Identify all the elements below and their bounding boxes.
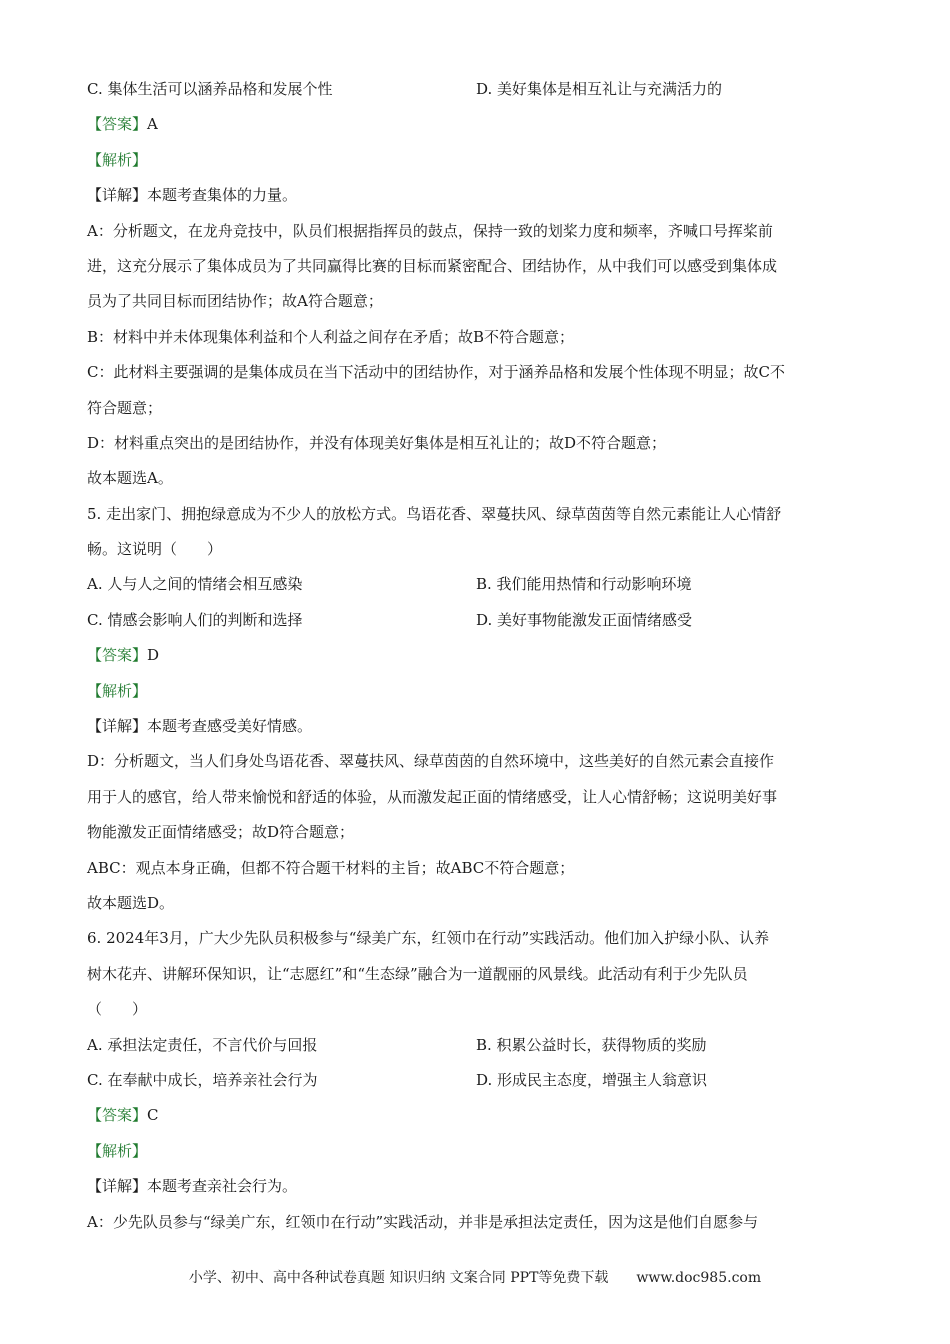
q4-expl-line: B：材料中并未体现集体利益和个人利益之间存在矛盾；故B不符合题意； xyxy=(87,327,575,346)
detail-text: 本题考查亲社会行为。 xyxy=(147,1177,298,1196)
q5-expl-line: 用于人的感官，给人带来愉悦和舒适的体验，从而激发起正面的情绪感受，让人心情舒畅；这说明美好事 xyxy=(87,787,778,806)
detail-label: 【详解】 xyxy=(87,1177,148,1196)
q5-detail xyxy=(87,709,867,744)
q4-answer xyxy=(87,107,867,142)
q6-options-cd xyxy=(87,1063,867,1098)
document-page xyxy=(87,72,867,1240)
q6-stem-line: 6. 2024年3月，广大少先队员积极参与“绿美广东，红领巾在行动”实践活动。他们加入护绿小队、认养 xyxy=(87,929,770,948)
answer-value: A xyxy=(147,115,158,134)
q6-option-a: A. 承担法定责任，不言代价与回报 xyxy=(87,1035,318,1054)
q6-detail xyxy=(87,1169,867,1204)
q4-expl-line: D：材料重点突出的是团结协作，并没有体现美好集体是相互礼让的；故D不符合题意； xyxy=(87,433,667,452)
detail-text: 本题考查感受美好情感。 xyxy=(147,717,313,736)
q6-option-c: C. 在奉献中成长，培养亲社会行为 xyxy=(87,1070,318,1089)
q5-expl-line: 故本题选D。 xyxy=(87,893,175,912)
detail-label: 【详解】 xyxy=(87,186,148,205)
q5-answer xyxy=(87,638,867,673)
footer-text: 小学、初中、高中各种试卷真题 知识归纳 文案合同 PPT等免费下载 xyxy=(188,1270,609,1286)
q4-expl-line: C：此材料主要强调的是集体成员在当下活动中的团结协作，对于涵养品格和发展个性体现不明显；故C不 xyxy=(87,363,785,382)
detail-label: 【详解】 xyxy=(87,717,148,736)
q6-expl-line: A：少先队员参与“绿美广东，红领巾在行动”实践活动，并非是承担法定责任，因为这是他们自愿参与 xyxy=(87,1212,759,1231)
detail-text: 本题考查集体的力量。 xyxy=(147,186,298,205)
q6-analysis-label: 【解析】 xyxy=(87,1141,148,1160)
q6-option-d: D. 形成民主态度，增强主人翁意识 xyxy=(476,1070,708,1089)
q5-expl-line: 物能激发正面情绪感受；故D符合题意； xyxy=(87,823,355,842)
q5-stem-line: 5. 走出家门、拥抱绿意成为不少人的放松方式。鸟语花香、翠蔓扶风、绿草茵茵等自然元素能让人心情舒 xyxy=(87,504,782,523)
q5-expl-line: D：分析题文，当人们身处鸟语花香、翠蔓扶风、绿草茵茵的自然环境中，这些美好的自然元素会直接作 xyxy=(87,752,775,771)
q5-stem-line: 畅。这说明（ ） xyxy=(87,540,223,559)
q5-option-b: B. 我们能用热情和行动影响环境 xyxy=(476,575,692,594)
q5-option-a: A. 人与人之间的情绪会相互感染 xyxy=(87,575,303,594)
q5-option-d: D. 美好事物能激发正面情绪感受 xyxy=(476,610,693,629)
q4-analysis-label: 【解析】 xyxy=(87,150,148,169)
footer-url[interactable]: www.doc985.com xyxy=(636,1270,762,1286)
answer-value: D xyxy=(147,646,160,665)
q4-expl-line: A：分析题文，在龙舟竞技中，队员们根据指挥员的鼓点，保持一致的划桨力度和频率，齐喊口号挥桨前 xyxy=(87,221,773,240)
q4-detail xyxy=(87,178,867,213)
answer-value: C xyxy=(147,1106,159,1125)
q6-stem-line: （ ） xyxy=(87,1000,148,1019)
q4-option-d: D. 美好集体是相互礼让与充满活力的 xyxy=(476,80,723,98)
answer-label: 【答案】 xyxy=(87,1106,148,1125)
q6-answer xyxy=(87,1098,867,1133)
q6-option-b: B. 积累公益时长，获得物质的奖励 xyxy=(476,1035,707,1054)
q6-stem-line: 树木花卉、讲解环保知识，让“志愿红”和“生态绿”融合为一道靓丽的风景线。此活动有利于少先队员 xyxy=(87,964,748,983)
q5-option-c: C. 情感会影响人们的判断和选择 xyxy=(87,610,303,629)
q4-expl-line: 符合题意； xyxy=(87,398,163,417)
q4-expl-line: 进，这充分展示了集体成员为了共同赢得比赛的目标而紧密配合、团结协作，从中我们可以感受到集体成 xyxy=(87,256,778,275)
answer-label: 【答案】 xyxy=(87,646,148,665)
q6-options-ab xyxy=(87,1028,867,1063)
q4-expl-line: 员为了共同目标而团结协作；故A符合题意； xyxy=(87,292,383,311)
q4-expl-line: 故本题选A。 xyxy=(87,469,173,488)
q5-options-cd xyxy=(87,603,867,638)
q4-option-c: C. 集体生活可以涵养品格和发展个性 xyxy=(87,80,333,98)
q5-options-ab xyxy=(87,567,867,602)
q5-analysis-label: 【解析】 xyxy=(87,681,148,700)
answer-label: 【答案】 xyxy=(87,115,148,134)
page-footer xyxy=(0,1268,950,1288)
q5-expl-line: ABC：观点本身正确，但都不符合题干材料的主旨；故ABC不符合题意； xyxy=(87,858,575,877)
q4-options-cd xyxy=(87,72,867,107)
